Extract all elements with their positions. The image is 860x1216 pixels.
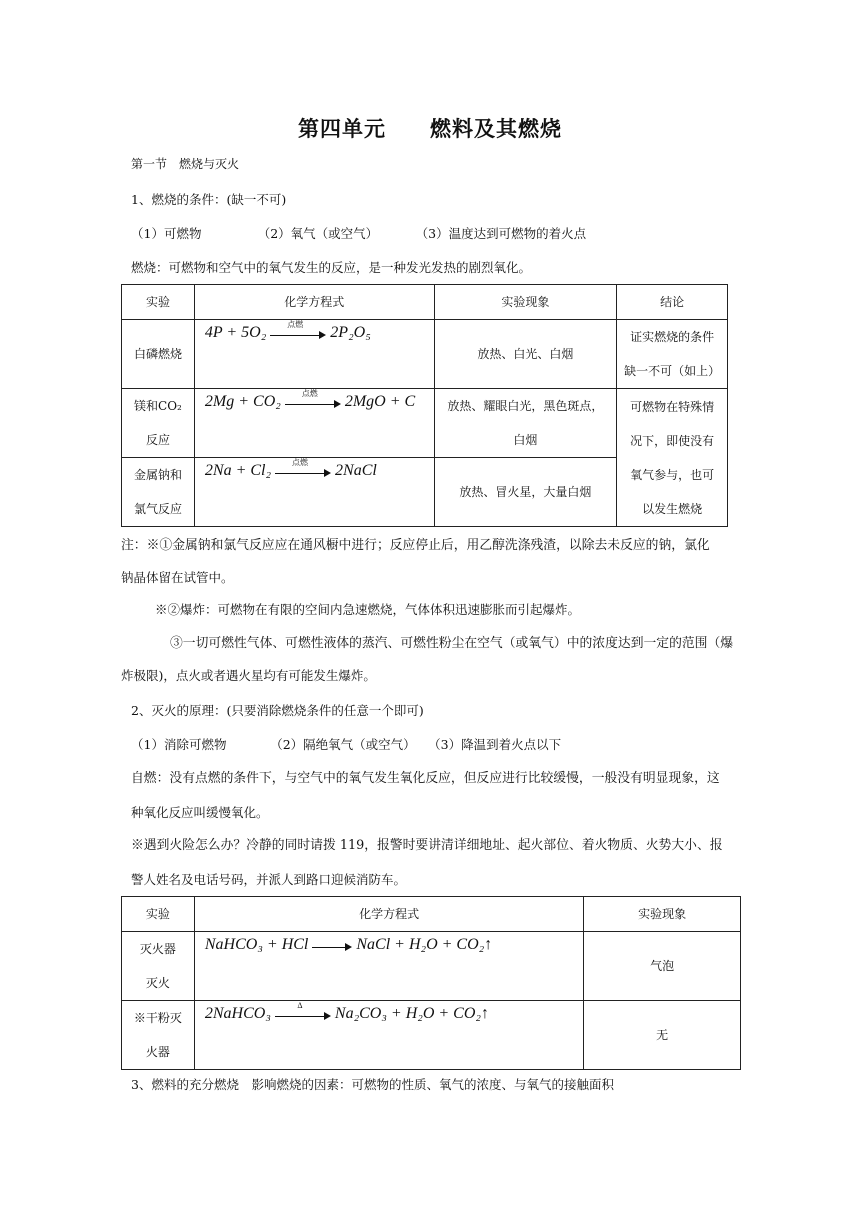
equation-products: 2NaCl [335,462,377,479]
conditions-heading: 1、燃烧的条件：(缺一不可) [131,192,287,207]
equation-products: 2MgO + C [344,393,416,410]
conditions-list: （1）可燃物 （2）氧气（或空气） （3）温度达到可燃物的着火点 [131,226,587,241]
equation-reactants: 2NaHCO₃ [204,1005,271,1022]
table1-header-equation: 化学方程式 [194,285,434,320]
extinguish-list: （1）消除可燃物 （2）隔绝氧气（或空气） （3）降温到着火点以下 [131,737,562,752]
fire-advice-b: 警人姓名及电话号码，并派人到路口迎候消防车。 [131,872,407,887]
experiment-name: ※干粉灭 火器 [122,1001,195,1070]
note-1a: 注：※①金属钠和氯气反应应在通风橱中进行；反应停止后，用乙醇洗涤残渣，以除去未反应的钠，氯化 [121,538,710,553]
note-1b: 钠晶体留在试管中。 [121,570,234,585]
reaction-condition: 点燃 [301,389,318,399]
experiment-name: 镁和CO₂ 反应 [122,389,195,458]
chemical-equation [194,932,583,1001]
self-ignition-b: 种氧化反应叫缓慢氧化。 [131,805,269,820]
reaction-arrow [270,320,326,340]
reaction-arrow [285,389,341,409]
chemical-equation [194,458,434,527]
experiment-phenomenon: 放热、冒火星，大量白烟 [434,458,617,527]
equation-reactants: NaHCO₃ + HCl [204,936,309,953]
table2-header-exp: 实验 [122,897,195,932]
experiment-phenomenon: 气泡 [584,932,741,1001]
table1-header-phenomenon: 实验现象 [434,285,617,320]
table-row [122,389,728,458]
combustion-table [121,284,728,527]
fire-advice-a: ※遇到火险怎么办？冷静的同时请拨 119，报警时要讲清详细地址、起火部位、着火物质、火势大小、报 [131,838,723,853]
title-name: 燃料及其燃烧 [430,117,562,141]
experiment-name: 白磷燃烧 [122,320,195,389]
fuel-combustion-line: 3、燃料的充分燃烧 影响燃烧的因素：可燃物的性质、氧气的浓度、与氧气的接触面积 [131,1077,614,1092]
reaction-condition: 点燃 [292,458,309,468]
experiment-conclusion: 证实燃烧的条件 缺一不可（如上） [617,320,728,389]
table1-header-conclusion: 结论 [617,285,728,320]
section-heading: 第一节 燃烧与灭火 [131,157,240,171]
equation-products: Na₂CO₃ + H₂O + CO₂↑ [334,1005,489,1022]
reaction-arrow [312,938,352,952]
reaction-condition: 点燃 [287,320,304,330]
self-ignition-a: 自燃：没有点燃的条件下，与空气中的氧气发生氧化反应，但反应进行比较缓慢，一般没有明显现象，这 [131,771,720,786]
shared-conclusion: 可燃物在特殊情 况下，即使没有 氧气参与，也可 以发生燃烧 [617,389,728,527]
experiment-name: 灭火器 灭火 [122,932,195,1001]
table1-header-exp: 实验 [122,285,195,320]
equation-products: NaCl + H₂O + CO₂↑ [356,936,493,953]
equation-reactants: 2Na + Cl₂ [204,462,272,479]
table-row [122,1001,741,1070]
title-unit: 第四单元 [298,117,386,141]
reaction-condition: Δ [297,1001,303,1011]
note-2: ※②爆炸：可燃物在有限的空间内急速燃烧，气体体积迅速膨胀而引起爆炸。 [155,602,581,617]
experiment-phenomenon: 放热、耀眼白光，黑色斑点， 白烟 [434,389,617,458]
extinguish-heading: 2、灭火的原理：(只要消除燃烧条件的任意一个即可) [131,703,424,718]
reaction-arrow [275,458,331,478]
experiment-phenomenon: 放热、白光、白烟 [434,320,617,389]
table2-header-phenomenon: 实验现象 [584,897,741,932]
page-title [0,113,860,143]
equation-products: 2P₂O₅ [330,324,371,341]
experiment-name: 金属钠和 氯气反应 [122,458,195,527]
equation-reactants: 4P + 5O₂ [204,324,267,341]
experiment-phenomenon: 无 [584,1001,741,1070]
note-3b: 炸极限)，点火或者遇火星均有可能发生爆炸。 [121,668,376,683]
extinguisher-table [121,896,741,1070]
reaction-arrow [275,1001,331,1021]
equation-reactants: 2Mg + CO₂ [204,393,281,410]
chemical-equation [194,1001,583,1070]
chemical-equation [194,320,434,389]
table-row [122,932,741,1001]
combustion-definition: 燃烧：可燃物和空气中的氧气发生的反应，是一种发光发热的剧烈氧化。 [131,260,532,275]
table2-header-equation: 化学方程式 [194,897,583,932]
note-3a: ③一切可燃性气体、可燃性液体的蒸汽、可燃性粉尘在空气（或氧气）中的浓度达到一定的范围（爆 [170,636,734,651]
chemical-equation [194,389,434,458]
table-row [122,320,728,389]
